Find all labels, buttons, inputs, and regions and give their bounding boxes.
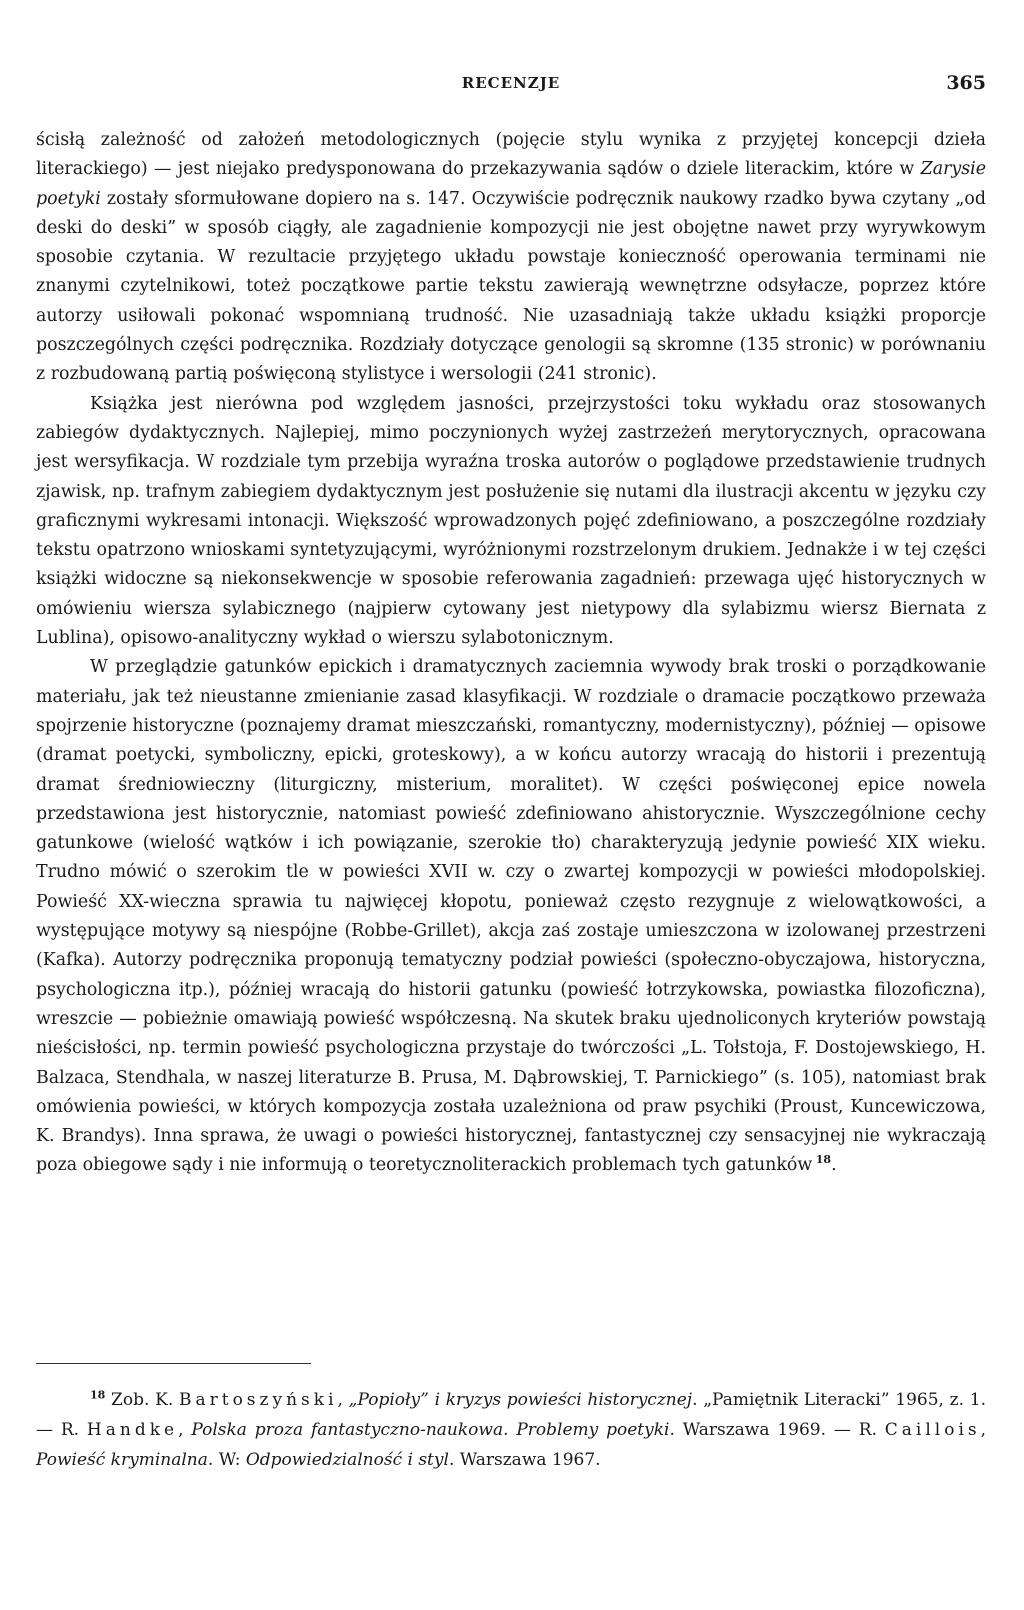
- footnote-text: ,: [337, 1390, 349, 1410]
- footnote-text: ,: [178, 1420, 192, 1440]
- footnote-separator: [36, 1363, 311, 1364]
- section-title: RECENZJE: [461, 74, 561, 92]
- page-number: 365: [946, 72, 986, 94]
- author-name: Caillois: [884, 1420, 981, 1440]
- paragraph-text: zostały sformułowane dopiero na s. 147. Oczywiście podręcznik naukowy rzadko bywa czytany „od deski do deski” w sposób ciągły, ale zagadnienie kompozycji nie jest obojętne nawet przy wyrywkowym sposobie czytania. W rezultacie przyjętego układu powstaje konieczność operowania terminami nie znanymi czytelnikowi, toteż początkowe partie tekstu zawierają wewnętrzne odsyłacze, poprzez które autorzy usiłowali pokonać wspomnianą trudność. Nie uzasadniają także układu książki proporcje poszczególnych części podręcznika. Rozdziały dotyczące genologii są skromne (135 stronic) w porównaniu z rozbudowaną partią poświęconą stylistyce i wersologii (241 stronic).: [36, 188, 986, 385]
- paragraph-text: W przeglądzie gatunków epickich i dramatycznych zaciemnia wywody brak troski o porządkowanie materiału, jak też nieustanne zmienianie zasad klasyfikacji. W rozdziale o dramacie początkowo przeważa spojrzenie historyczne (poznajemy dramat mieszczański, romantyczny, modernistyczny), później — opisowe (dramat poetycki, symboliczny, epicki, groteskowy), a w końcu autorzy wracają do historii i prezentują dramat średniowieczny (liturgiczny, misterium, moralitet). W części poświęconej epice nowela przedstawiona jest historycznie, natomiast powieść zdefiniowano ahistorycznie. Wyszczególnione cechy gatunkowe (wielość wątków i ich powiązanie, szerokie tło) charakteryzują jedynie powieść XIX wieku. Trudno mówić o szerokim tle w powieści XVII w. czy o zwartej kompozycji w powieści młodopolskiej. Powieść XX-wieczna sprawia tu najwięcej kłopotu, ponieważ często rezygnuje z wielowątkowości, a występujące motywy są niespójne (Robbe-Grillet), akcja zaś zostaje umieszczona w izolowanej przestrzeni (Kafka). Autorzy podręcznika proponują tematyczny podział powieści (społeczno-obyczajowa, historyczna, psychologiczna itp.), później wracają do historii gatunku (powieść łotrzykowska, powiastka filozoficzna), wreszcie — pobieżnie omawiają powieść współczesną. Na skutek braku ujednoliconych kryteriów powstają nieścisłości, np. termin powieść psychologiczna przystaje do twórczości „L. Tołstoja, F. Dostojewskiego, H. Balzaca, Stendhala, w naszej literaturze B. Prusa, M. Dąbrowskiej, T. Parnickiego” (s. 105), natomiast brak omówienia powieści, w których kompozycja została uzależniona od praw psychiki (Proust, Kuncewiczowa, K. Brandys). Inna sprawa, że uwagi o powieści historycznej, fantastycznej czy sensacyjnej nie wykraczają poza obiegowe sądy i nie informują o teoretycznoliterackich problemach tych gatunków: [36, 657, 986, 1176]
- author-name: Bartoszyński: [178, 1390, 338, 1410]
- footnote-text: ,: [980, 1420, 987, 1440]
- footnote: [36, 1385, 986, 1475]
- paragraph: [36, 126, 986, 390]
- footnote-text: . W:: [207, 1450, 246, 1470]
- footnote-number: 18: [90, 1388, 106, 1402]
- footnotes: [36, 1385, 986, 1475]
- paragraph-text: ścisłą zależność od założeń metodologicznych (pojęcie stylu wynika z przyjętej koncepcji dzieła literackiego) — jest niejako predysponowana do przekazywania sądów o dziele literackim, które w: [36, 130, 986, 180]
- author-name: Handke: [86, 1420, 179, 1440]
- paragraph: Książka jest nierówna pod względem jasności, przejrzystości toku wykładu oraz stosowanych zabiegów dydaktycznych. Najlepiej, mimo poczynionych wyżej zastrzeżeń merytorycznych, opracowana jest wersyfikacja. W rozdziale tym przebija wyraźna troska autorów o poglądowe przedstawienie trudnych zjawisk, np. trafnym zabiegiem dydaktycznym jest posłużenie się nutami dla ilustracji akcentu w języku czy graficznymi wykresami intonacji. Większość wprowadzonych pojęć zdefiniowano, a poszczególne rozdziały tekstu opatrzono wnioskami syntetyzującymi, wyróżnionymi rozstrzelonym drukiem. Jednakże i w tej części książki widoczne są niekonsekwencje w sposobie referowania zagadnień: przewaga ujęć historycznych w omówieniu wiersza sylabicznego (najpierw cytowany jest nietypowy dla sylabizmu wiersz Biernata z Lublina), opisowo-analityczny wykład o wierszu sylabotonicznym.: [36, 393, 986, 649]
- footnote-reference[interactable]: 18: [815, 1153, 832, 1167]
- footnote-text: . Warszawa 1969. — R.: [669, 1420, 885, 1440]
- paragraph: [36, 653, 986, 1180]
- work-title: „Popioły” i kryzys powieści historycznej: [348, 1390, 693, 1410]
- work-title: Odpowiedzialność i styl: [245, 1450, 449, 1470]
- article-body: [36, 126, 986, 1181]
- book-title: Zarysie poetyki: [36, 159, 986, 209]
- running-header: [36, 72, 986, 96]
- work-title: Polska proza fantastyczno-naukowa. Problemy poetyki: [191, 1420, 670, 1440]
- paragraph-text: .: [831, 1155, 837, 1176]
- work-title: Powieść kryminalna: [36, 1450, 208, 1470]
- footnote-text: . Warszawa 1967.: [448, 1450, 601, 1470]
- footnote-text: . „Pamiętnik Literacki” 1965, z. 1. — R.: [36, 1390, 986, 1440]
- footnote-text: Zob. K.: [105, 1390, 179, 1410]
